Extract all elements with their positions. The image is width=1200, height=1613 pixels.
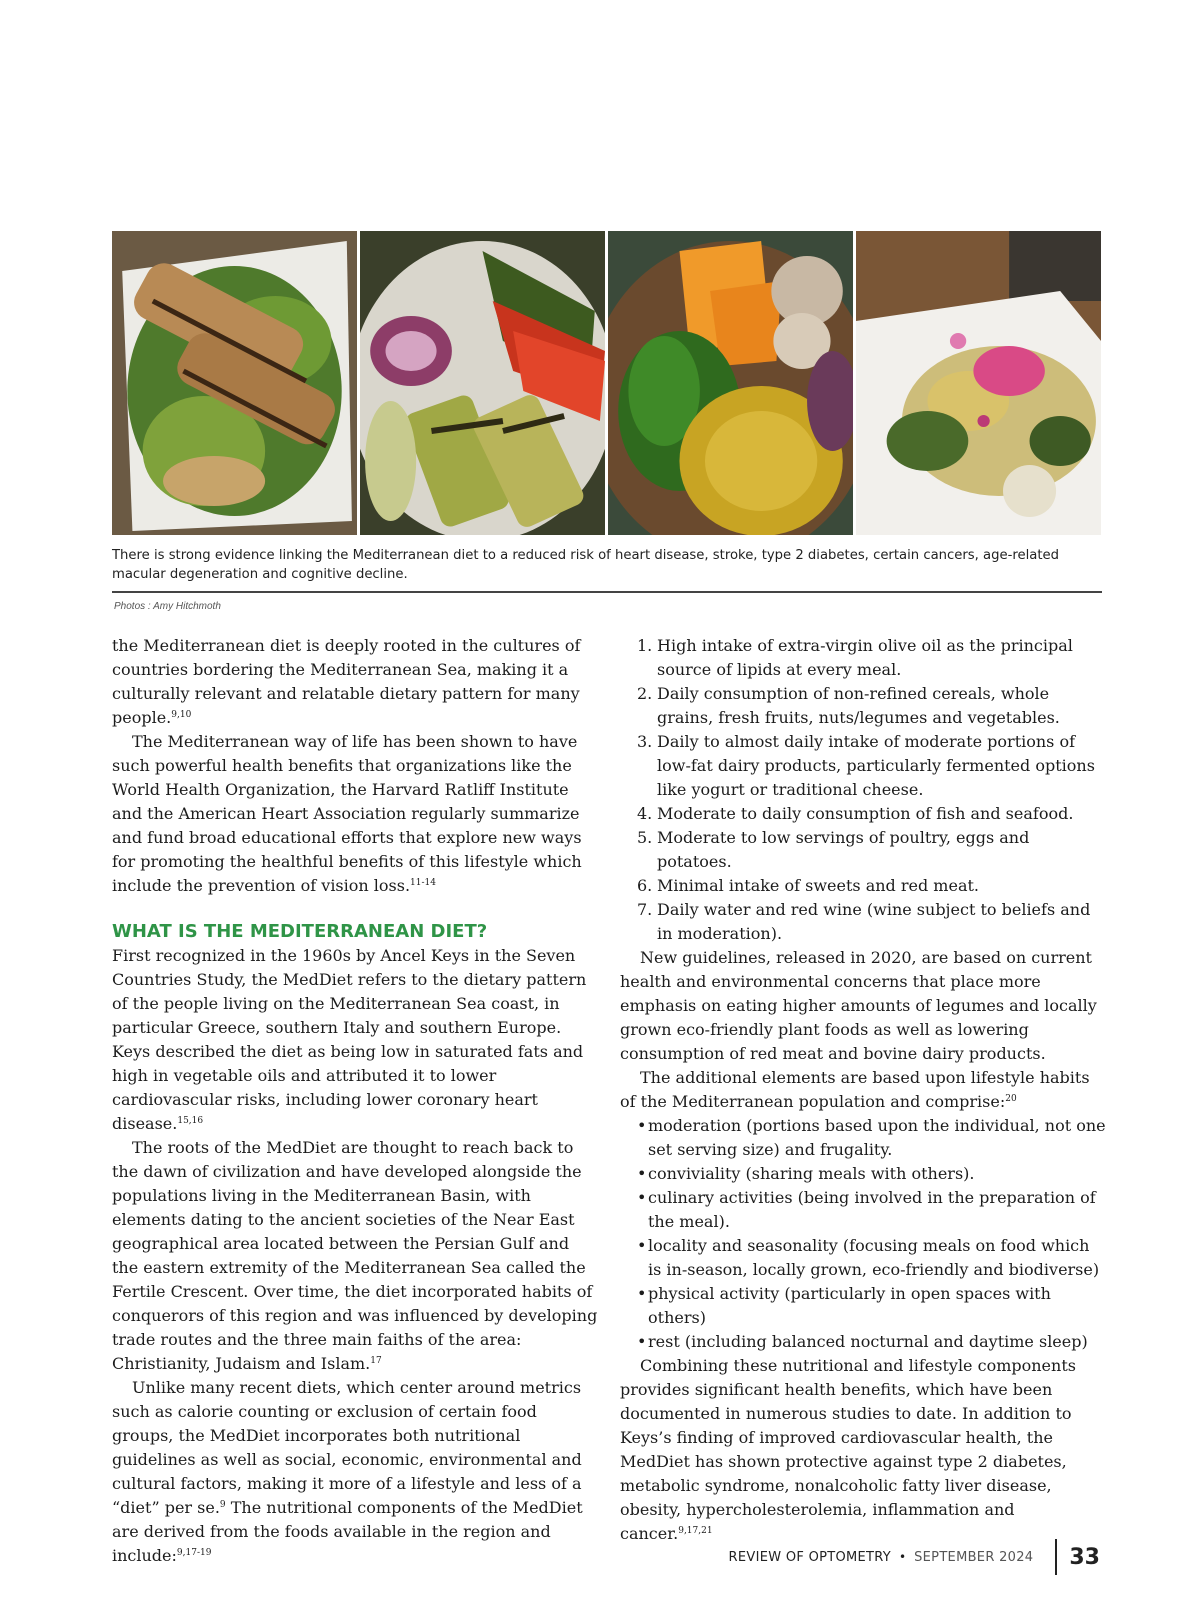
footer-divider <box>1055 1539 1057 1575</box>
reference: 17 <box>370 1356 382 1366</box>
lifestyle-list <box>620 1114 1106 1354</box>
list-item: 1. High intake of extra-virgin olive oil as the principal source of lipids at every meal. <box>637 636 1073 679</box>
paragraph: The Mediterranean way of life has been shown to have such powerful health benefits that organizations like the World Health Organization, the Harvard Ratliff Institute and the American Heart Association regularly summarize and fund broad educational efforts that explore new ways for promoting the healthful benefits of this lifestyle which include the prevention of vision loss.$^{11-14}$ <box>112 732 582 895</box>
list-item: 3. Daily to almost daily intake of moderate portions of low-fat dairy products, particularly fermented options like yogurt or traditional cheese. <box>637 732 1095 799</box>
photo-vegetable-bowl <box>608 231 853 535</box>
reference: 9,17,21 <box>678 1526 713 1536</box>
paragraph: First recognized in the 1960s by Ancel Keys in the Seven Countries Study, the MedDiet refers to the dietary pattern of the people living on the Mediterranean Sea coast, in particular Greece, southern Italy and southern Europe. Keys described the diet as being low in saturated fats and high in vegetable oils and attributed it to lower cardiovascular risks, including lower coronary heart disease.$^{15,16}$ <box>112 946 587 1133</box>
page-footer <box>729 1540 1100 1574</box>
left-column <box>112 634 598 1568</box>
separator-dot: • <box>899 1550 907 1564</box>
list-item: • rest (including balanced nocturnal and daytime sleep) <box>637 1332 1088 1351</box>
paragraph: Combining these nutritional and lifestyle components provides significant health benefits, which have been documented in numerous studies to date. In addition to Keys’s finding of improved cardiovascular health, the MedDiet has shown protective against type 2 diabetes, metabolic syndrome, nonalcoholic fatty liver disease, obesity, hypercholesterolemia, inflammation and cancer.$^{9,17,21}$ <box>620 1356 1076 1543</box>
photo-chickpea-salad <box>856 231 1101 535</box>
right-column <box>620 634 1106 1546</box>
list-item: • locality and seasonality (focusing meals on food which is in-season, locally grown, eco-friendly and biodiverse) <box>637 1236 1100 1279</box>
issue-date: SEPTEMBER 2024 <box>914 1549 1034 1565</box>
nutrition-list <box>620 634 1106 946</box>
photo-credit: Photos : Amy Hitchmoth <box>114 601 221 612</box>
section-heading: WHAT IS THE MEDITERRANEAN DIET? <box>112 921 488 942</box>
paragraph: The additional elements are based upon lifestyle habits of the Mediterranean population and comprise:$^{20}$ <box>620 1068 1090 1111</box>
list-item: 5. Moderate to low servings of poultry, eggs and potatoes. <box>637 828 1030 871</box>
reference: 15,16 <box>177 1116 204 1126</box>
list-item: 2. Daily consumption of non-refined cereals, whole grains, fresh fruits, nuts/legumes and vegetables. <box>637 684 1060 727</box>
reference: 20 <box>1005 1094 1017 1104</box>
reference: 9,17-19 <box>176 1548 212 1558</box>
list-item: • moderation (portions based upon the individual, not one set serving size) and frugality. <box>637 1116 1106 1159</box>
list-item: • culinary activities (being involved in the preparation of the meal). <box>637 1188 1096 1231</box>
reference: 9 <box>219 1500 226 1510</box>
paragraph: the Mediterranean diet is deeply rooted in the cultures of countries bordering the Mediterranean Sea, making it a culturally relevant and relatable dietary pattern for many people.$^{9,10}$ <box>112 636 581 727</box>
paragraph: Unlike many recent diets, which center around metrics such as calorie counting or exclusion of certain food groups, the MedDiet incorporates both nutritional guidelines as well as social, economic, environmental and cultural factors, making it more of a lifestyle and less of a “diet” per se.$^9$ The nutritional components of the MedDiet are derived from the foods available in the region and include:$^{9,17-19}$ <box>112 1378 583 1565</box>
photo-caption: There is strong evidence linking the Mediterranean diet to a reduced risk of heart disease, stroke, type 2 diabetes, certain cancers, age-related macular degeneration and cognitive decline. <box>112 548 1060 582</box>
list-item: 4. Moderate to daily consumption of fish and seafood. <box>637 804 1074 823</box>
photo-strip <box>112 231 1101 535</box>
photo-grilled-chicken-salad <box>112 231 357 535</box>
paragraph: The roots of the MedDiet are thought to reach back to the dawn of civilization and have developed alongside the populations living in the Mediterranean Basin, with elements dating to the ancient societies of the Near East geographical area located between the Persian Gulf and the eastern extremity of the Mediterranean Sea called the Fertile Crescent. Over time, the diet incorporated habits of conquerors of this region and was influenced by developing trade routes and the three main faiths of the area: Christianity, Judaism and Islam.$^{17}$ <box>112 1138 598 1373</box>
reference: 9,10 <box>171 710 192 720</box>
magazine-name: REVIEW OF OPTOMETRY <box>728 1549 892 1565</box>
list-item: 6. Minimal intake of sweets and red meat. <box>637 876 979 895</box>
paragraph: New guidelines, released in 2020, are based on current health and environmental concerns that place more emphasis on eating higher amounts of legumes and locally grown eco-friendly plant foods as well as lowering consumption of red meat and bovine dairy products. <box>620 948 1097 1063</box>
photo-grilled-vegetables <box>360 231 605 535</box>
page-number: 33 <box>1069 1544 1100 1570</box>
caption-divider <box>112 591 1102 593</box>
list-item: • physical activity (particularly in open spaces with others) <box>637 1284 1051 1327</box>
list-item: 7. Daily water and red wine (wine subject to beliefs and in moderation). <box>637 900 1091 943</box>
reference: 11-14 <box>410 878 436 888</box>
list-item: • conviviality (sharing meals with others). <box>637 1164 975 1183</box>
